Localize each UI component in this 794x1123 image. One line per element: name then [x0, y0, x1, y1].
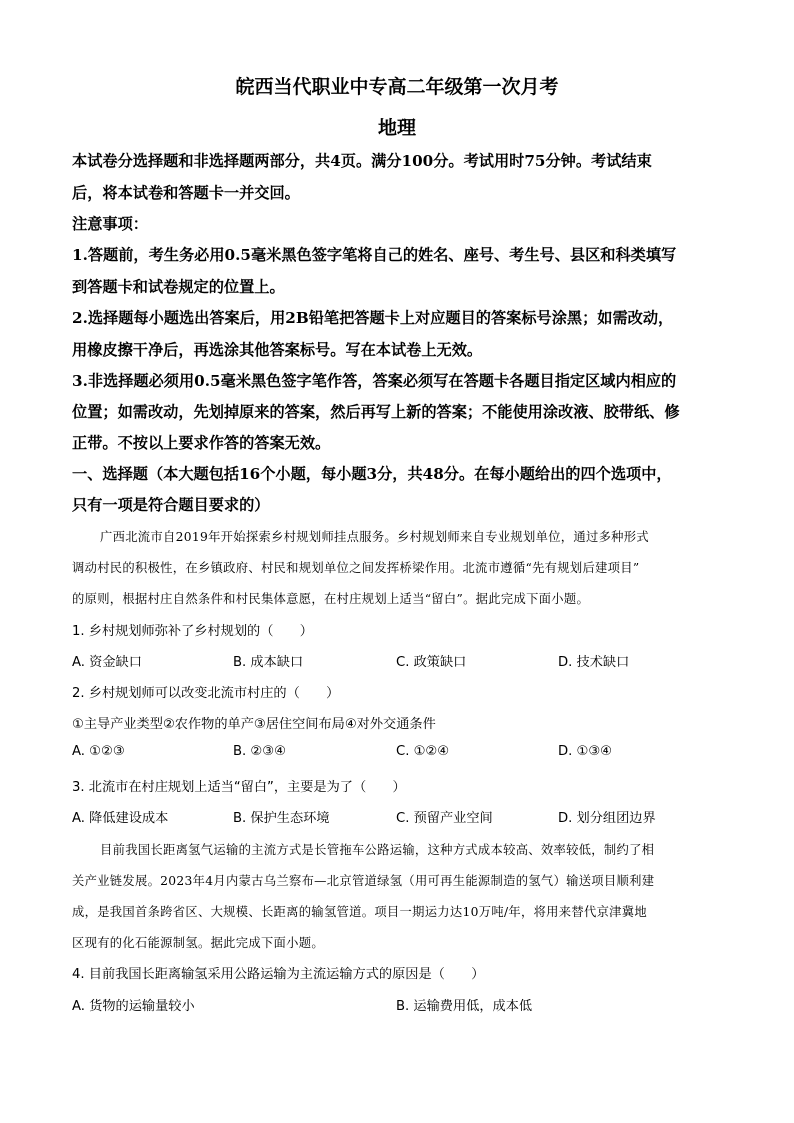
question-2-option-a: A. ①②③ — [72, 744, 125, 759]
notice-item-3-line-2: 位置；如需改动，先划掉原来的答案，然后再写上新的答案；不能使用涂改液、胶带纸、修 — [72, 403, 680, 421]
question-3-option-b: B. 保护生态环境 — [233, 811, 330, 826]
question-2-sub-items: ①主导产业类型②农作物的单产③居住空间布局④对外交通条件 — [72, 717, 436, 732]
notice-item-2-line-2: 用橡皮擦干净后，再选涂其他答案标号。写在本试卷上无效。 — [72, 341, 483, 359]
passage-1-line-3: 的原则，根据村庄自然条件和村民集体意愿，在村庄规划上适当“留白”。据此完成下面小题。 — [72, 592, 590, 606]
question-2-option-d: D. ①③④ — [558, 744, 613, 759]
question-3-option-a: A. 降低建设成本 — [72, 811, 169, 826]
notice-item-3-line-1: 3.非选择题必须用0.5毫米黑色签字笔作答，答案必须写在答题卡各题目指定区域内相应的 — [72, 372, 677, 390]
question-4-option-b: B. 运输费用低，成本低 — [396, 999, 533, 1014]
question-1-option-b: B. 成本缺口 — [233, 655, 304, 670]
question-1-option-a: A. 资金缺口 — [72, 655, 142, 670]
section-heading-line-1: 一、选择题（本大题包括16个小题，每小题3分，共48分。在每小题给出的四个选项中， — [72, 465, 672, 483]
notice-item-1-line-2: 到答题卡和试卷规定的位置上。 — [72, 278, 285, 296]
passage-2-line-3: 成，是我国首条跨省区、大规模、长距离的输氢管道。项目一期运力达10万吨/年，将用来替代京津冀地 — [72, 905, 647, 919]
question-4-option-a: A. 货物的运输量较小 — [72, 999, 195, 1014]
intro-line-2: 后，将本试卷和答题卡一并交回。 — [72, 184, 300, 202]
passage-2-line-2: 关产业链发展。2023年4月内蒙古乌兰察布—北京管道绿氢（用可再生能源制造的氢气）输送项目顺利建 — [72, 874, 655, 888]
question-3-option-c: C. 预留产业空间 — [396, 811, 493, 826]
question-2-stem: 2. 乡村规划师可以改变北流市村庄的（ ） — [72, 686, 340, 701]
question-1-option-d: D. 技术缺口 — [558, 655, 630, 670]
question-3-stem: 3. 北流市在村庄规划上适当“留白”，主要是为了（ ） — [72, 780, 406, 795]
question-1-stem: 1. 乡村规划师弥补了乡村规划的（ ） — [72, 624, 313, 639]
notice-heading: 注意事项： — [72, 215, 148, 233]
passage-1-line-1: 广西北流市自2019年开始探索乡村规划师挂点服务。乡村规划师来自专业规划单位，通过多种形式 — [100, 530, 649, 544]
subject-title: 地理 — [377, 117, 416, 139]
notice-item-1-line-1: 1.答题前，考生务必用0.5毫米黑色签字笔将自己的姓名、座号、考生号、县区和科类填写 — [72, 246, 677, 264]
exam-title: 皖西当代职业中专高二年级第一次月考 — [235, 76, 559, 98]
question-2-option-c: C. ①②④ — [396, 744, 450, 759]
section-heading-line-2: 只有一项是符合题目要求的） — [72, 496, 270, 514]
question-4-stem: 4. 目前我国长距离输氢采用公路运输为主流运输方式的原因是（ ） — [72, 967, 485, 982]
notice-item-3-line-3: 正带。不按以上要求作答的答案无效。 — [72, 434, 331, 452]
question-2-option-b: B. ②③④ — [233, 744, 286, 759]
notice-item-2-line-1: 2.选择题每小题选出答案后，用2B铅笔把答题卡上对应题目的答案标号涂黑；如需改动， — [72, 309, 674, 327]
question-3-option-d: D. 划分组团边界 — [558, 811, 656, 826]
question-1-option-c: C. 政策缺口 — [396, 655, 467, 670]
passage-2-line-1: 目前我国长距离氢气运输的主流方式是长管拖车公路运输，这种方式成本较高、效率较低，制约了相 — [100, 843, 655, 857]
passage-1-line-2: 调动村民的积极性，在乡镇政府、村民和规划单位之间发挥桥梁作用。北流市遵循“先有规划后建项目” — [72, 561, 640, 575]
intro-line-1: 本试卷分选择题和非选择题两部分，共4页。满分100分。考试用时75分钟。考试结束 — [72, 152, 652, 170]
passage-2-line-4: 区现有的化石能源制氢。据此完成下面小题。 — [72, 936, 324, 950]
